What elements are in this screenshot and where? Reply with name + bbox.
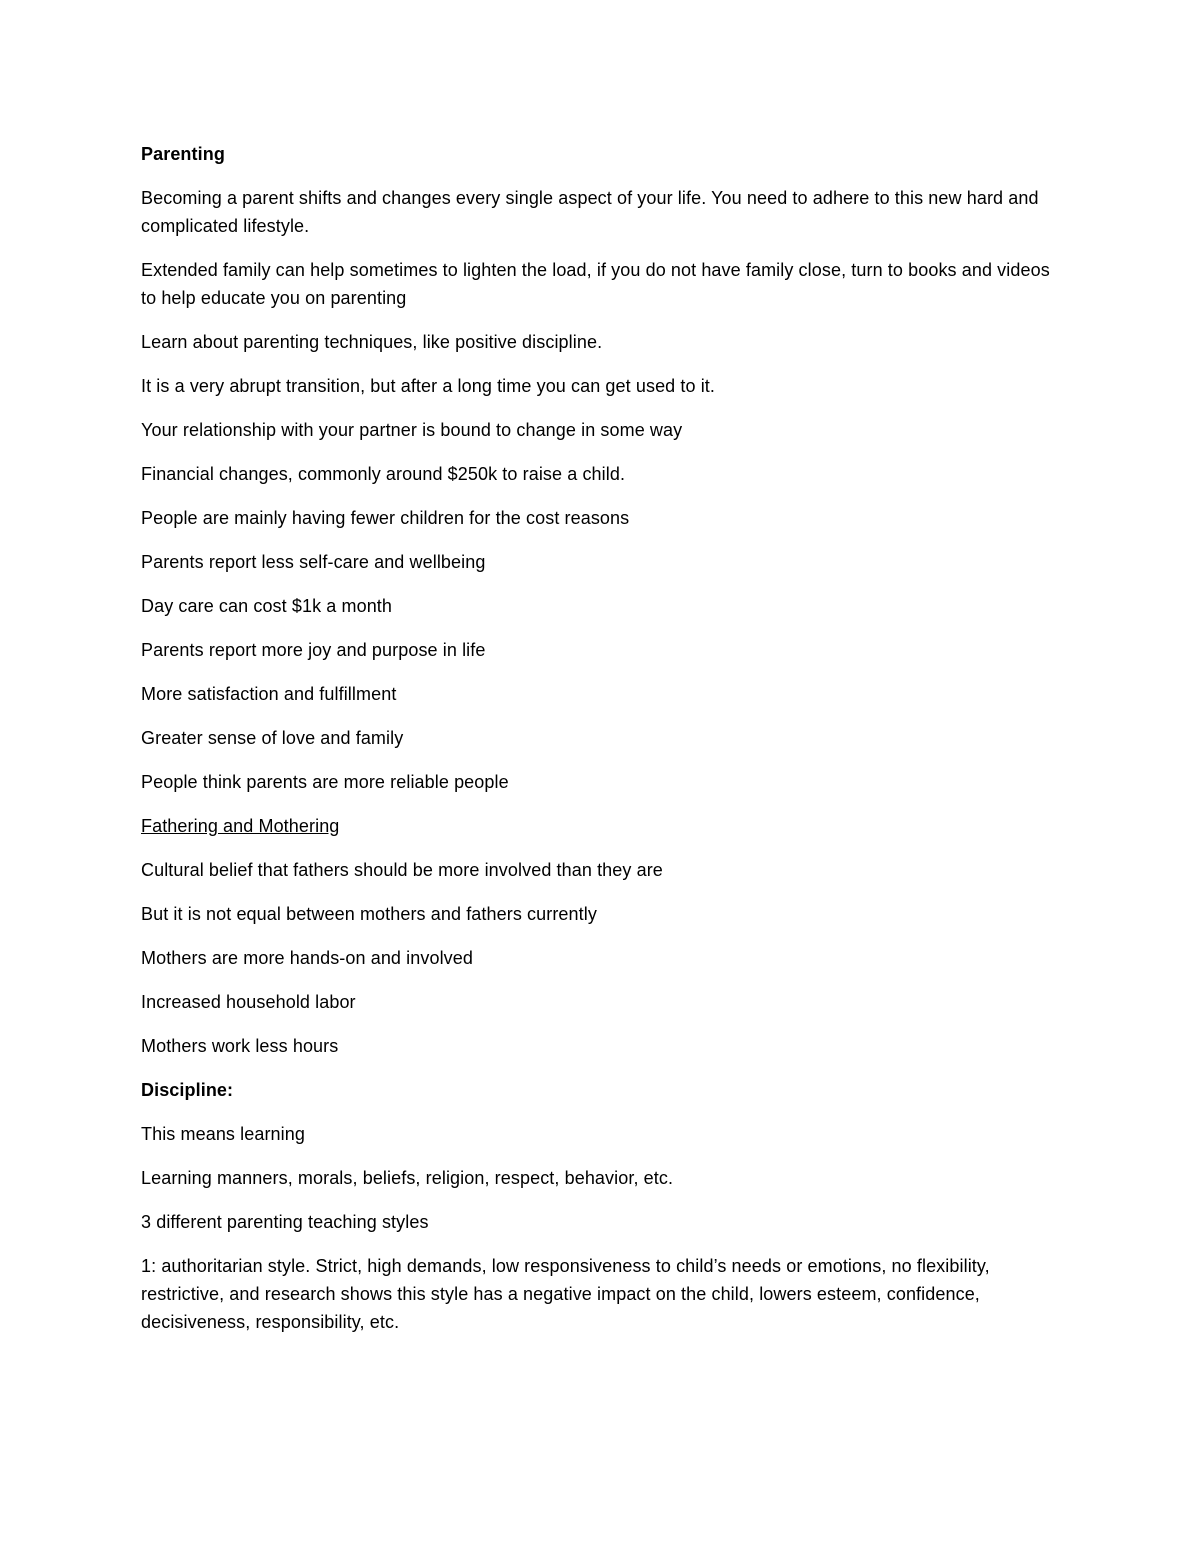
- section-heading-discipline: Discipline:: [141, 1080, 234, 1100]
- paragraph: More satisfaction and fulfillment: [141, 684, 397, 704]
- paragraph: Becoming a parent shifts and changes every single aspect of your life. You need to adhere to this new hard and complicated lifestyle.: [141, 188, 1039, 236]
- document-title: Parenting: [141, 144, 225, 164]
- paragraph: Learn about parenting techniques, like positive discipline.: [141, 332, 603, 352]
- paragraph: Parents report less self-care and wellbeing: [141, 552, 486, 572]
- paragraph: People think parents are more reliable people: [141, 772, 509, 792]
- paragraph: 3 different parenting teaching styles: [141, 1212, 429, 1232]
- paragraph: Extended family can help sometimes to lighten the load, if you do not have family close, turn to books and videos to help educate you on parenting: [141, 260, 1050, 308]
- paragraph: This means learning: [141, 1124, 305, 1144]
- paragraph: It is a very abrupt transition, but after a long time you can get used to it.: [141, 376, 716, 396]
- paragraph: People are mainly having fewer children for the cost reasons: [141, 508, 630, 528]
- section-heading-fathering-mothering: Fathering and Mothering: [141, 816, 340, 836]
- document-body: [141, 140, 1051, 1352]
- paragraph: Your relationship with your partner is bound to change in some way: [141, 420, 683, 440]
- paragraph: Parents report more joy and purpose in life: [141, 640, 486, 660]
- paragraph: Mothers are more hands-on and involved: [141, 948, 473, 968]
- paragraph: Mothers work less hours: [141, 1036, 339, 1056]
- paragraph: But it is not equal between mothers and fathers currently: [141, 904, 597, 924]
- paragraph: 1: authoritarian style. Strict, high demands, low responsiveness to child’s needs or emotions, no flexibility, restrictive, and research shows this style has a negative impact on the child, lowers esteem, confidence, decisiveness, responsibility, etc.: [141, 1256, 990, 1332]
- paragraph: Greater sense of love and family: [141, 728, 404, 748]
- paragraph: Day care can cost $1k a month: [141, 596, 393, 616]
- paragraph: Cultural belief that fathers should be more involved than they are: [141, 860, 663, 880]
- paragraph: Financial changes, commonly around $250k to raise a child.: [141, 464, 626, 484]
- paragraph: Learning manners, morals, beliefs, religion, respect, behavior, etc.: [141, 1168, 674, 1188]
- paragraph: Increased household labor: [141, 992, 356, 1012]
